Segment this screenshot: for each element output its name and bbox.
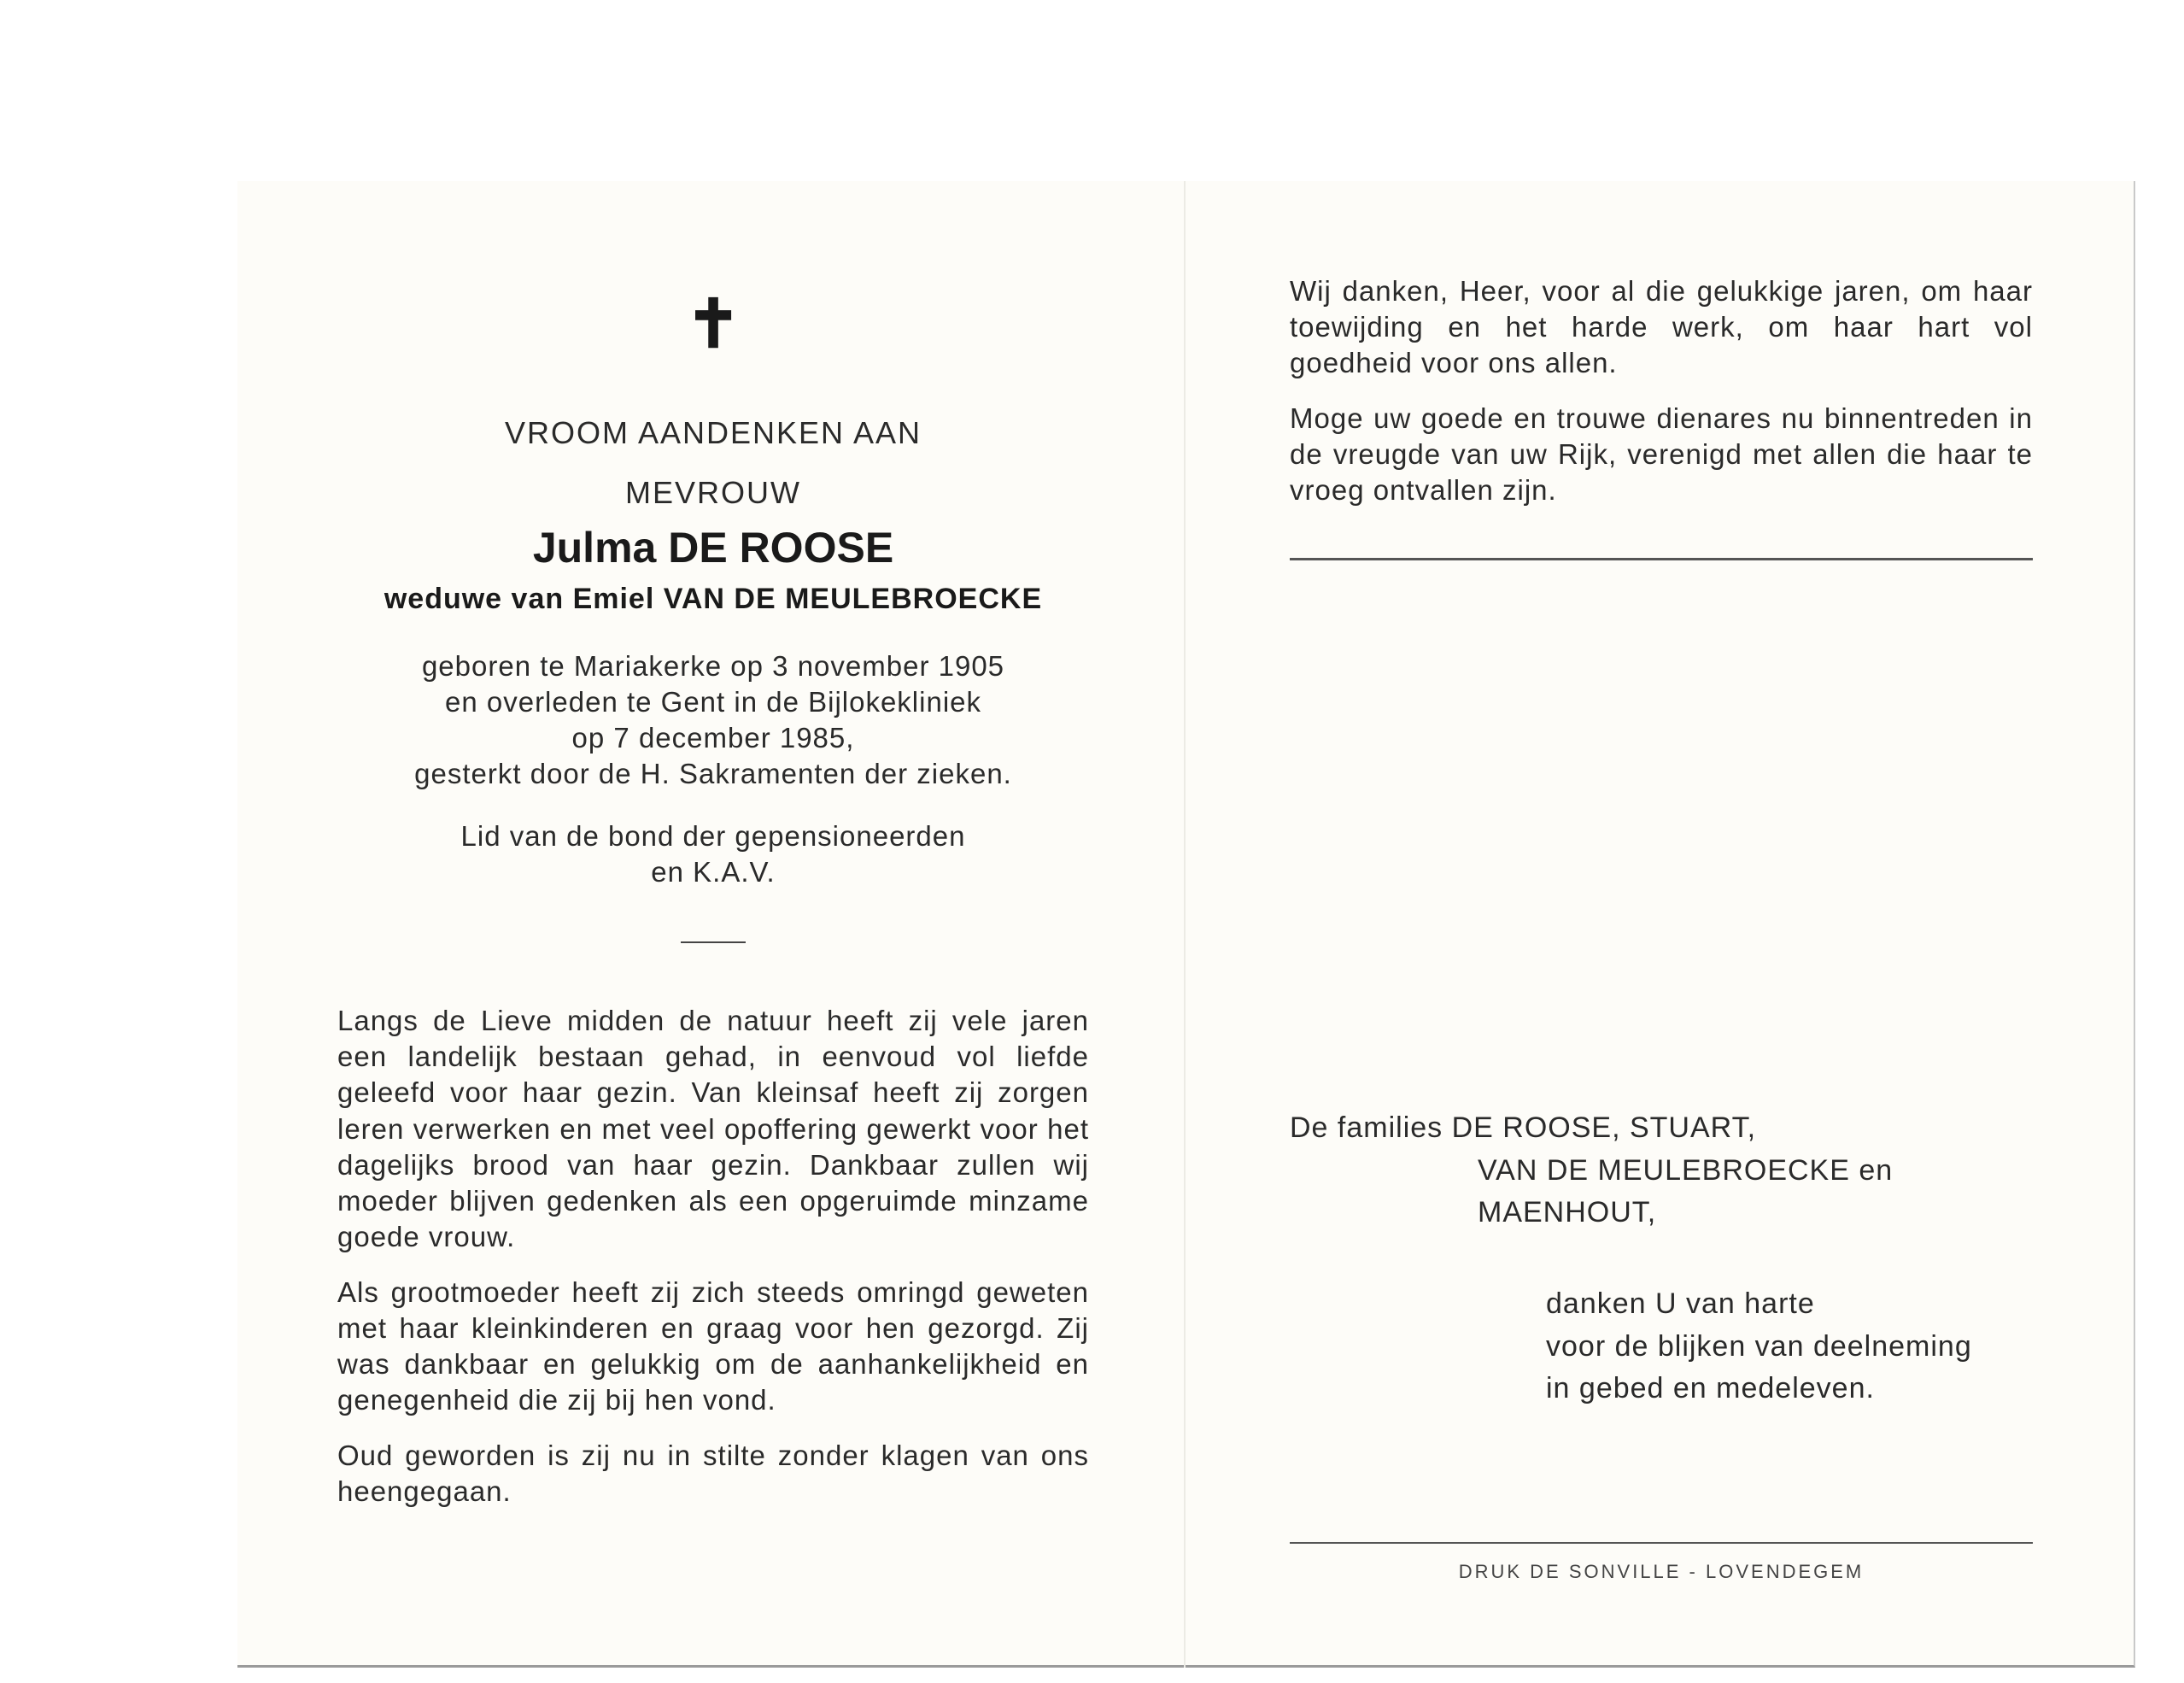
- divider: [1290, 1542, 2033, 1544]
- left-page: [337, 286, 1089, 1510]
- families-line: De families DE ROOSE, STUART,: [1290, 1111, 1757, 1145]
- birth-line: geboren te Mariakerke op 3 november 1905: [421, 649, 1005, 682]
- printer-credit: DRUK DE SONVILLE - LOVENDEGEM: [1458, 1561, 1865, 1583]
- thanks-block: [1290, 1283, 2033, 1410]
- membership-line: en K.A.V.: [651, 855, 776, 888]
- membership-line: Lid van de bond der gepensioneerden: [460, 819, 966, 852]
- cross-icon: ✝: [685, 286, 741, 361]
- thanks-line: in gebed en medeleven.: [1546, 1371, 1875, 1404]
- membership-block: [337, 818, 1089, 890]
- death-date-line: op 7 december 1985,: [571, 722, 855, 754]
- families-line: MAENHOUT,: [1478, 1196, 1657, 1229]
- deceased-name: Julma DE ROOSE: [532, 524, 894, 572]
- life-paragraph: Langs de Lieve midden de natuur heeft zij vele jaren een landelijk bestaan gehad, in eenvoud vol liefde geleefd voor haar gezin. Van kleinsaf heeft zij zorgen leren verwerken en met veel opoffering gewerkt voor het dagelijks brood van haar gezin. Dankbaar zullen wij moeder blijven gedenken als een opgeruimde minzame goede vrouw.: [337, 1004, 1089, 1253]
- birth-death-block: [337, 648, 1089, 793]
- divider: [1290, 558, 2033, 560]
- families-block: [1290, 1107, 2033, 1234]
- spouse-line: weduwe van Emiel VAN DE MEULEBROECKE: [384, 583, 1043, 616]
- divider: [681, 941, 746, 943]
- title-prefix: MEVROUW: [625, 474, 801, 510]
- right-page: [1290, 273, 2033, 1583]
- death-place-line: en overleden te Gent in de Bijlokekliniek: [444, 685, 982, 718]
- families-line: VAN DE MEULEBROECKE en: [1478, 1153, 1894, 1187]
- thanks-line: voor de blijken van deelneming: [1546, 1329, 1972, 1363]
- sacraments-line: gesterkt door de H. Sakramenten der zieken.: [414, 758, 1012, 790]
- grandmother-paragraph: Als grootmoeder heeft zij zich steeds omringd geweten met haar kleinkinderen en graag voor hen gezorgd. Zij was dankbaar en gelukkig om de aanhankelijkheid en genegenheid die zij bij hen vond.: [337, 1275, 1089, 1416]
- thanks-line: danken U van harte: [1546, 1287, 1815, 1321]
- memorial-heading: VROOM AANDENKEN AAN: [504, 415, 922, 450]
- prayer-paragraph: Wij danken, Heer, voor al die gelukkige jaren, om haar toewijding en het harde werk, om haar hart vol goedheid voor ons allen.: [1290, 275, 2033, 379]
- closing-paragraph: Oud geworden is zij nu in stilte zonder klagen van ons heengegaan.: [337, 1439, 1089, 1507]
- prayer-paragraph: Moge uw goede en trouwe dienares nu binnentreden in de vreugde van uw Rijk, verenigd met allen die haar te vroeg ontvallen zijn.: [1290, 402, 2033, 507]
- card-fold-line: [1184, 181, 1186, 1668]
